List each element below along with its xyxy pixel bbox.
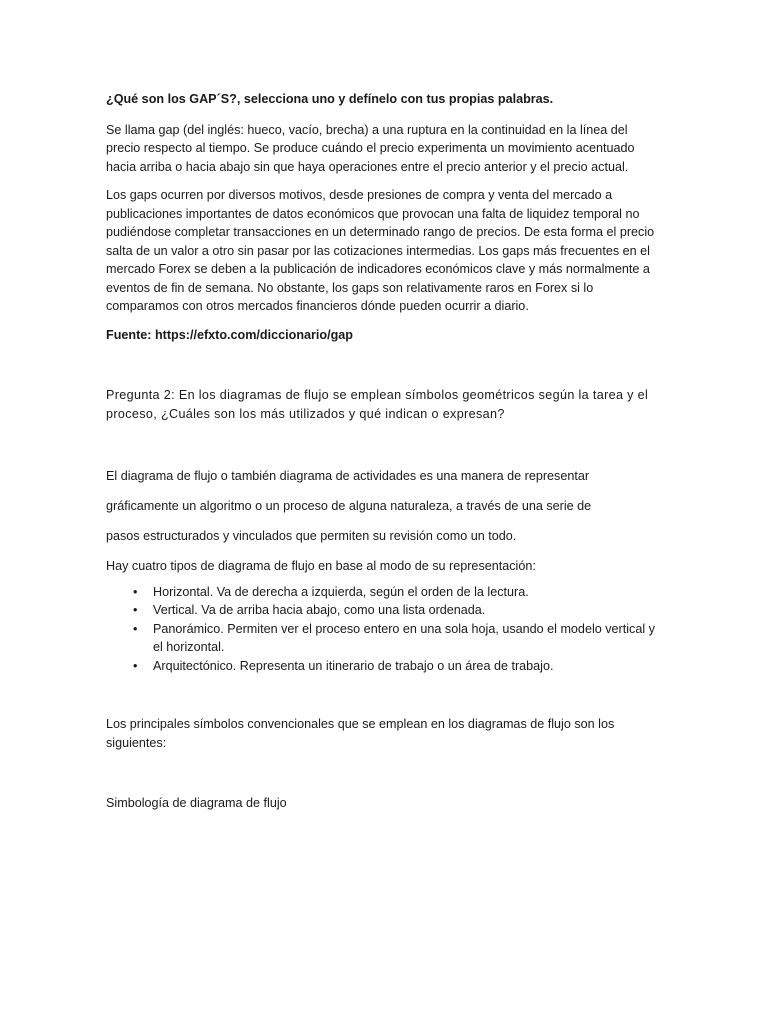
question-2-title: Pregunta 2: En los diagramas de flujo se emplean símbolos geométricos según la tarea y el proceso, ¿Cuáles son los más utilizados y qué indican o expresan? [106,388,649,421]
flowchart-intro-line-2: gráficamente un algoritmo o un proceso de alguna naturaleza, a través de una serie de [106,499,592,513]
list-item-text: Panorámico. Permiten ver el proceso entero en una sola hoja, usando el modelo vertical y el horizontal. [153,621,655,654]
gap-causes-paragraph: Los gaps ocurren por diversos motivos, desde presiones de compra y venta del mercado a publicaciones importantes de datos económicos que provocan una falta de liquidez temporal no pudiéndose completar transacciones en un determinado rango de precios. De esta forma el precio salta de un valor a otro sin pasar por las cotizaciones intermedias. Los gaps más frecuentes en el mercado Forex se deben a la publicación de indicadores económicos clave y más normalmente a eventos de fin de semana. No obstante, los gaps son relativamente raros en Forex si lo comparamos con otros mercados financieros dónde pueden ocurrir a diario. [106,188,655,313]
bullet-icon: • [133,603,138,617]
bullet-icon: • [133,621,138,636]
flowchart-types-heading: Hay cuatro tipos de diagrama de flujo en base al modo de su representación: [106,559,536,573]
list-item [106,657,662,676]
symbols-intro-paragraph: Los principales símbolos convencionales que se emplean en los diagramas de flujo son los siguientes: [106,717,615,750]
question-1-title: ¿Qué son los GAP´S?, selecciona uno y defínelo con tus propias palabras. [106,92,554,106]
list-item-text: Vertical. Va de arriba hacia abajo, como una lista ordenada. [153,603,486,617]
list-item-text: Arquitectónico. Representa un itinerario de trabajo o un área de trabajo. [153,658,554,673]
flowchart-intro-line-1: El diagrama de flujo o también diagrama de actividades es una manera de representar [106,469,590,483]
document-page [106,90,662,813]
list-item [106,620,662,657]
symbology-heading: Simbología de diagrama de flujo [106,796,287,810]
flowchart-intro-line-3: pasos estructurados y vinculados que permiten su revisión como un todo. [106,529,517,543]
list-item [106,583,662,602]
bullet-icon: • [133,658,138,673]
list-item [106,601,662,620]
gap-definition-paragraph: Se llama gap (del inglés: hueco, vacío, brecha) a una ruptura en la continuidad en la línea del precio respecto al tiempo. Se produce cuándo el precio experimenta un movimiento acentuado hacia arriba o hacia abajo sin que haya operaciones entre el precio anterior y el precio actual. [106,122,635,174]
source-citation: Fuente: https://efxto.com/diccionario/gap [106,327,353,342]
bullet-icon: • [133,584,138,599]
list-item-text: Horizontal. Va de derecha a izquierda, según el orden de la lectura. [153,584,529,599]
flowchart-types-list [106,583,662,676]
